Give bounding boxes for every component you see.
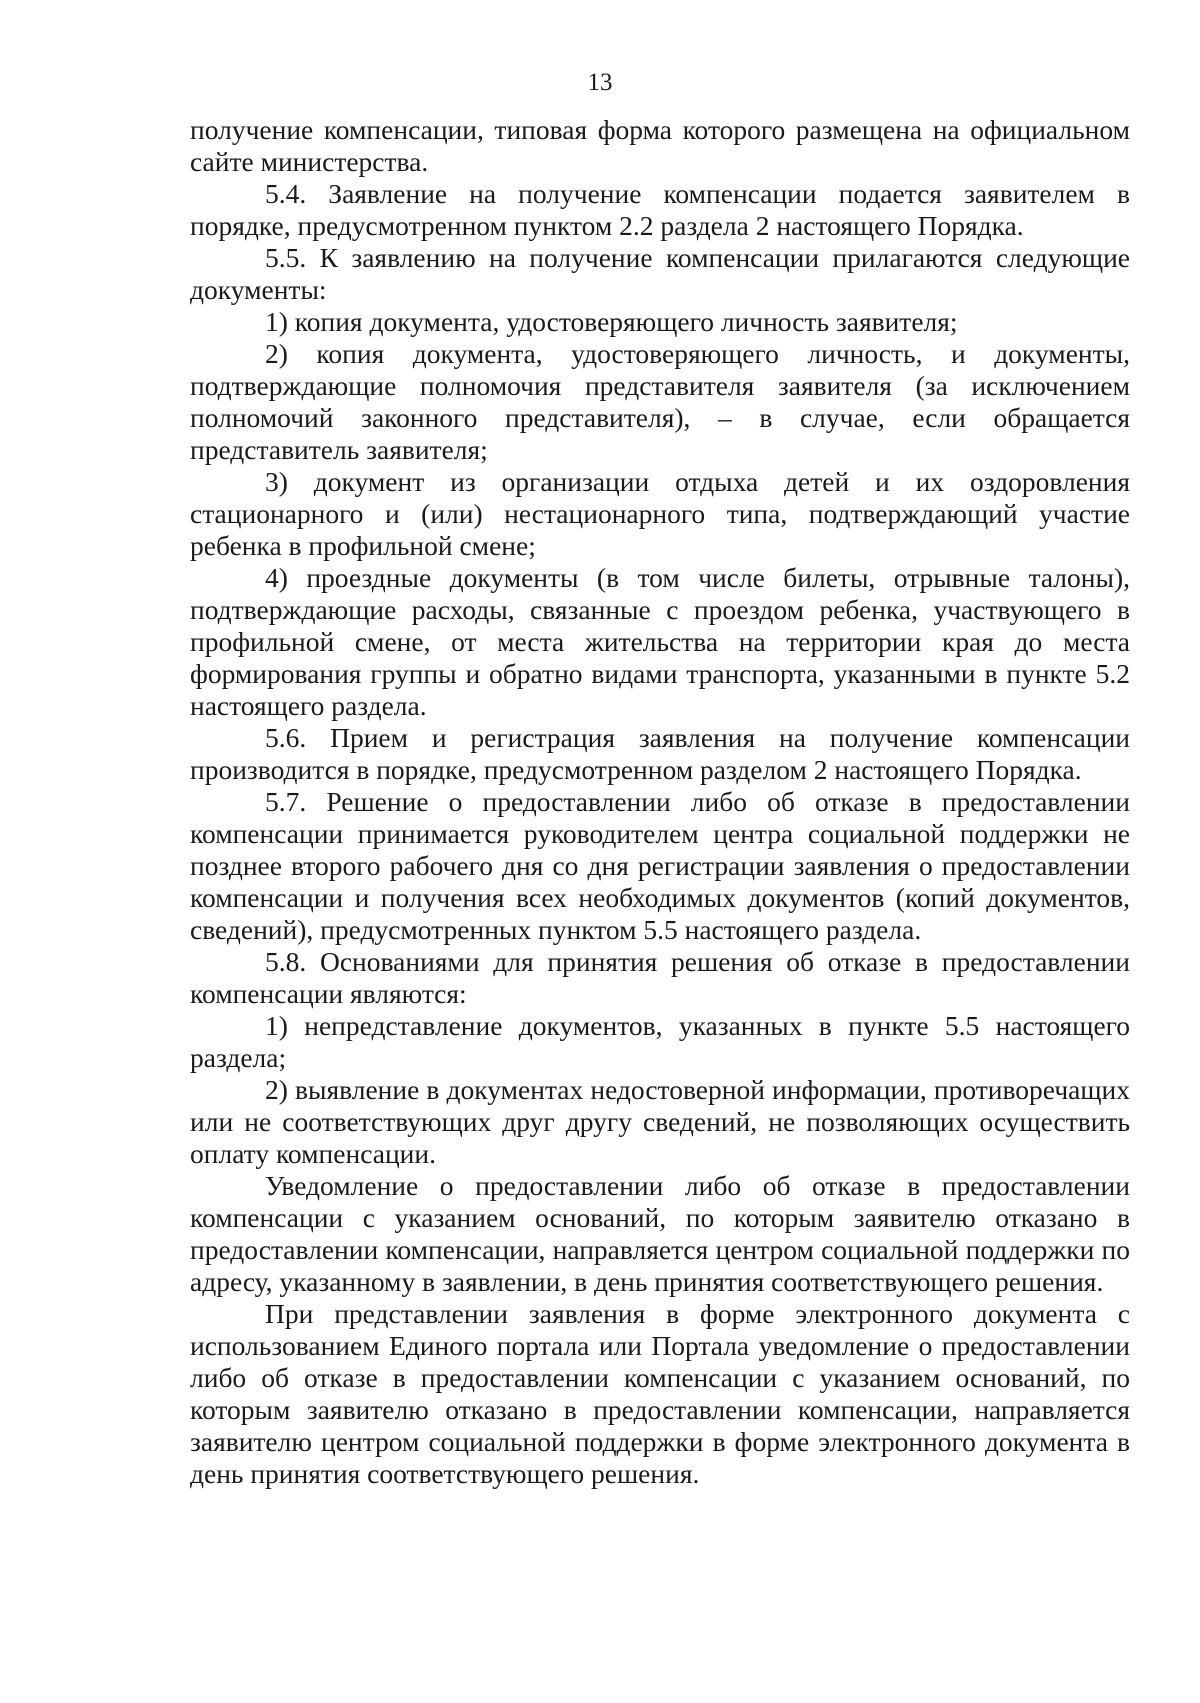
paragraph: 2) выявление в документах недостоверной информации, противоречащих или не соответствующих друг другу сведений, не позволяющих осуществить оплату компенсации. bbox=[190, 1074, 1130, 1169]
document-body bbox=[190, 114, 1130, 1490]
paragraph: 1) копия документа, удостоверяющего личность заявителя; bbox=[265, 306, 958, 337]
paragraph: 5.8. Основаниями для принятия решения об отказе в предоставлении компенсации являются: bbox=[190, 946, 1130, 1009]
paragraph: 5.4. Заявление на получение компенсации подается заявителем в порядке, предусмотренном пунктом 2.2 раздела 2 настоящего Порядка. bbox=[190, 178, 1130, 241]
paragraph: 5.7. Решение о предоставлении либо об отказе в предоставлении компенсации принимается руководителем центра социальной поддержки не позднее второго рабочего дня со дня регистрации заявления о предоставлении компенсации и получения всех необходимых документов (копий документов, сведений), предусмотренных пунктом 5.5 настоящего раздела. bbox=[190, 786, 1130, 945]
paragraph: 3) документ из организации отдыха детей и их оздоровления стационарного и (или) нестационарного типа, подтверждающий участие ребенка в профильной смене; bbox=[190, 466, 1130, 561]
paragraph: 5.5. К заявлению на получение компенсации прилагаются следующие документы: bbox=[190, 242, 1130, 305]
paragraph: 2) копия документа, удостоверяющего личность, и документы, подтверждающие полномочия представителя заявителя (за исключением полномочий законного представителя), – в случае, если обращается представитель заявителя; bbox=[190, 338, 1130, 465]
paragraph: получение компенсации, типовая форма которого размещена на официальном сайте министерства. bbox=[190, 114, 1130, 177]
paragraph: 5.6. Прием и регистрация заявления на получение компенсации производится в порядке, предусмотренном разделом 2 настоящего Порядка. bbox=[190, 722, 1130, 785]
paragraph: Уведомление о предоставлении либо об отказе в предоставлении компенсации с указанием оснований, по которым заявителю отказано в предоставлении компенсации, направляется центром социальной поддержки по адресу, указанному в заявлении, в день принятия соответствующего решения. bbox=[190, 1170, 1130, 1297]
paragraph: 1) непредставление документов, указанных в пункте 5.5 настоящего раздела; bbox=[190, 1010, 1130, 1073]
paragraph: 4) проездные документы (в том числе билеты, отрывные талоны), подтверждающие расходы, связанные с проездом ребенка, участвующего в профильной смене, от места жительства на территории края до места формирования группы и обратно видами транспорта, указанными в пункте 5.2 настоящего раздела. bbox=[190, 562, 1130, 721]
page-number: 13 bbox=[587, 69, 613, 96]
paragraph: При представлении заявления в форме электронного документа с использованием Единого портала или Портала уведомление о предоставлении либо об отказе в предоставлении компенсации с указанием оснований, по которым заявителю отказано в предоставлении компенсации, направляется заявителю центром социальной поддержки в форме электронного документа в день принятия соответствующего решения. bbox=[190, 1298, 1130, 1489]
